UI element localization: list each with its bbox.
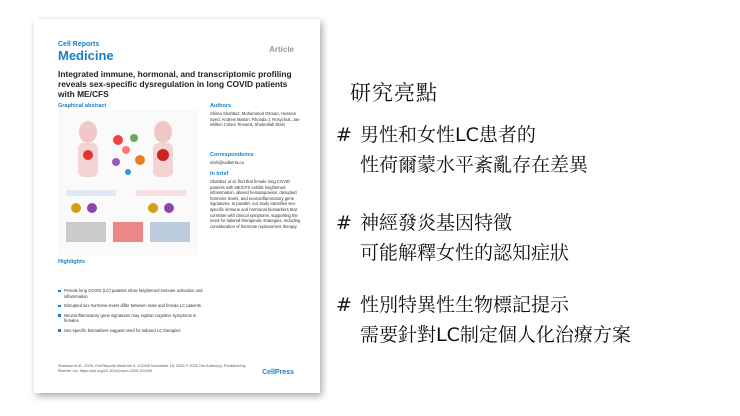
hash-marker: # bbox=[336, 212, 352, 234]
citation-footer: Shahbaz et al., 2025, Cell Reports Medicine 6, 102449 November 18, 2025 © 2025 The Author(s). Published by Elsevier Inc. https://doi.org/10.1016/j.xcrm.2025.102449 bbox=[58, 364, 246, 373]
hash-marker: # bbox=[336, 124, 352, 146]
authors-label: Authors bbox=[210, 103, 232, 109]
authors-list: Shima Shahbaz, Mohammed Osman, Hussein Syed, Andrew Mason, Rhonda J. Rosychuk, Jan Willem Cohen Tervaert, Shokrollah Elahi bbox=[210, 111, 300, 128]
in-brief-label: In brief bbox=[210, 171, 229, 177]
note-point-line2: 需要針對LC制定個人化治療方案 bbox=[360, 324, 631, 346]
article-type-label: Article bbox=[269, 45, 294, 54]
graphical-abstract-figure bbox=[58, 110, 198, 255]
highlights-list bbox=[58, 288, 203, 338]
highlight-item: Female long COVID (LC) patients show heightened immune activation and inflammation bbox=[58, 288, 203, 299]
journal-name-line2: Medicine bbox=[58, 48, 114, 63]
hash-marker: # bbox=[336, 294, 352, 316]
note-point bbox=[336, 120, 588, 180]
in-brief-text: Shahbaz et al. find that female long COVID patients with ME/CFS exhibit heightened inflammation, altered hematopoiesis, disrupted hormone levels, and neuroinflammatory gene signatures. In parallel, our study identifies sex-specific immune and hormonal biomarkers that correlate with clinical symptoms, supporting the need for tailored therapeutic strategies, including consideration of hormone replacement therapy. bbox=[210, 179, 301, 229]
journal-name-line1: Cell Reports bbox=[58, 41, 100, 48]
highlight-item: Disrupted sex hormone levels differ between male and female LC patients bbox=[58, 303, 203, 309]
note-point-line1: 性別特異性生物標記提示 bbox=[360, 294, 570, 316]
note-point-line2: 性荷爾蒙水平紊亂存在差異 bbox=[360, 154, 589, 176]
highlight-item: Sex-specific biomarkers suggest need for tailored LC therapies bbox=[58, 328, 203, 334]
highlights-label: Highlights bbox=[58, 259, 85, 265]
paper-thumbnail bbox=[34, 19, 320, 393]
notes-heading: 研究亮點 bbox=[350, 81, 438, 105]
note-point bbox=[336, 208, 569, 268]
correspondence-label: Correspondence bbox=[210, 152, 254, 158]
graphical-abstract-illustration bbox=[58, 110, 198, 255]
note-point bbox=[336, 290, 631, 350]
highlight-item: Neuroinflammatory gene signatures may explain cognitive symptoms in females bbox=[58, 313, 203, 324]
graphical-abstract-label: Graphical abstract bbox=[58, 103, 107, 109]
paper-title: Integrated immune, hormonal, and transcriptomic profiling reveals sex-specific dysregulation in long COVID patients with ME/CFS bbox=[58, 69, 292, 99]
note-point-line1: 男性和女性LC患者的 bbox=[360, 124, 536, 146]
correspondence-email: elahi@ualberta.ca bbox=[210, 160, 244, 165]
note-point-line1: 神經發炎基因特徵 bbox=[360, 212, 513, 234]
note-point-line2: 可能解釋女性的認知症狀 bbox=[360, 242, 570, 264]
publisher-logo: CellPress bbox=[262, 369, 294, 376]
